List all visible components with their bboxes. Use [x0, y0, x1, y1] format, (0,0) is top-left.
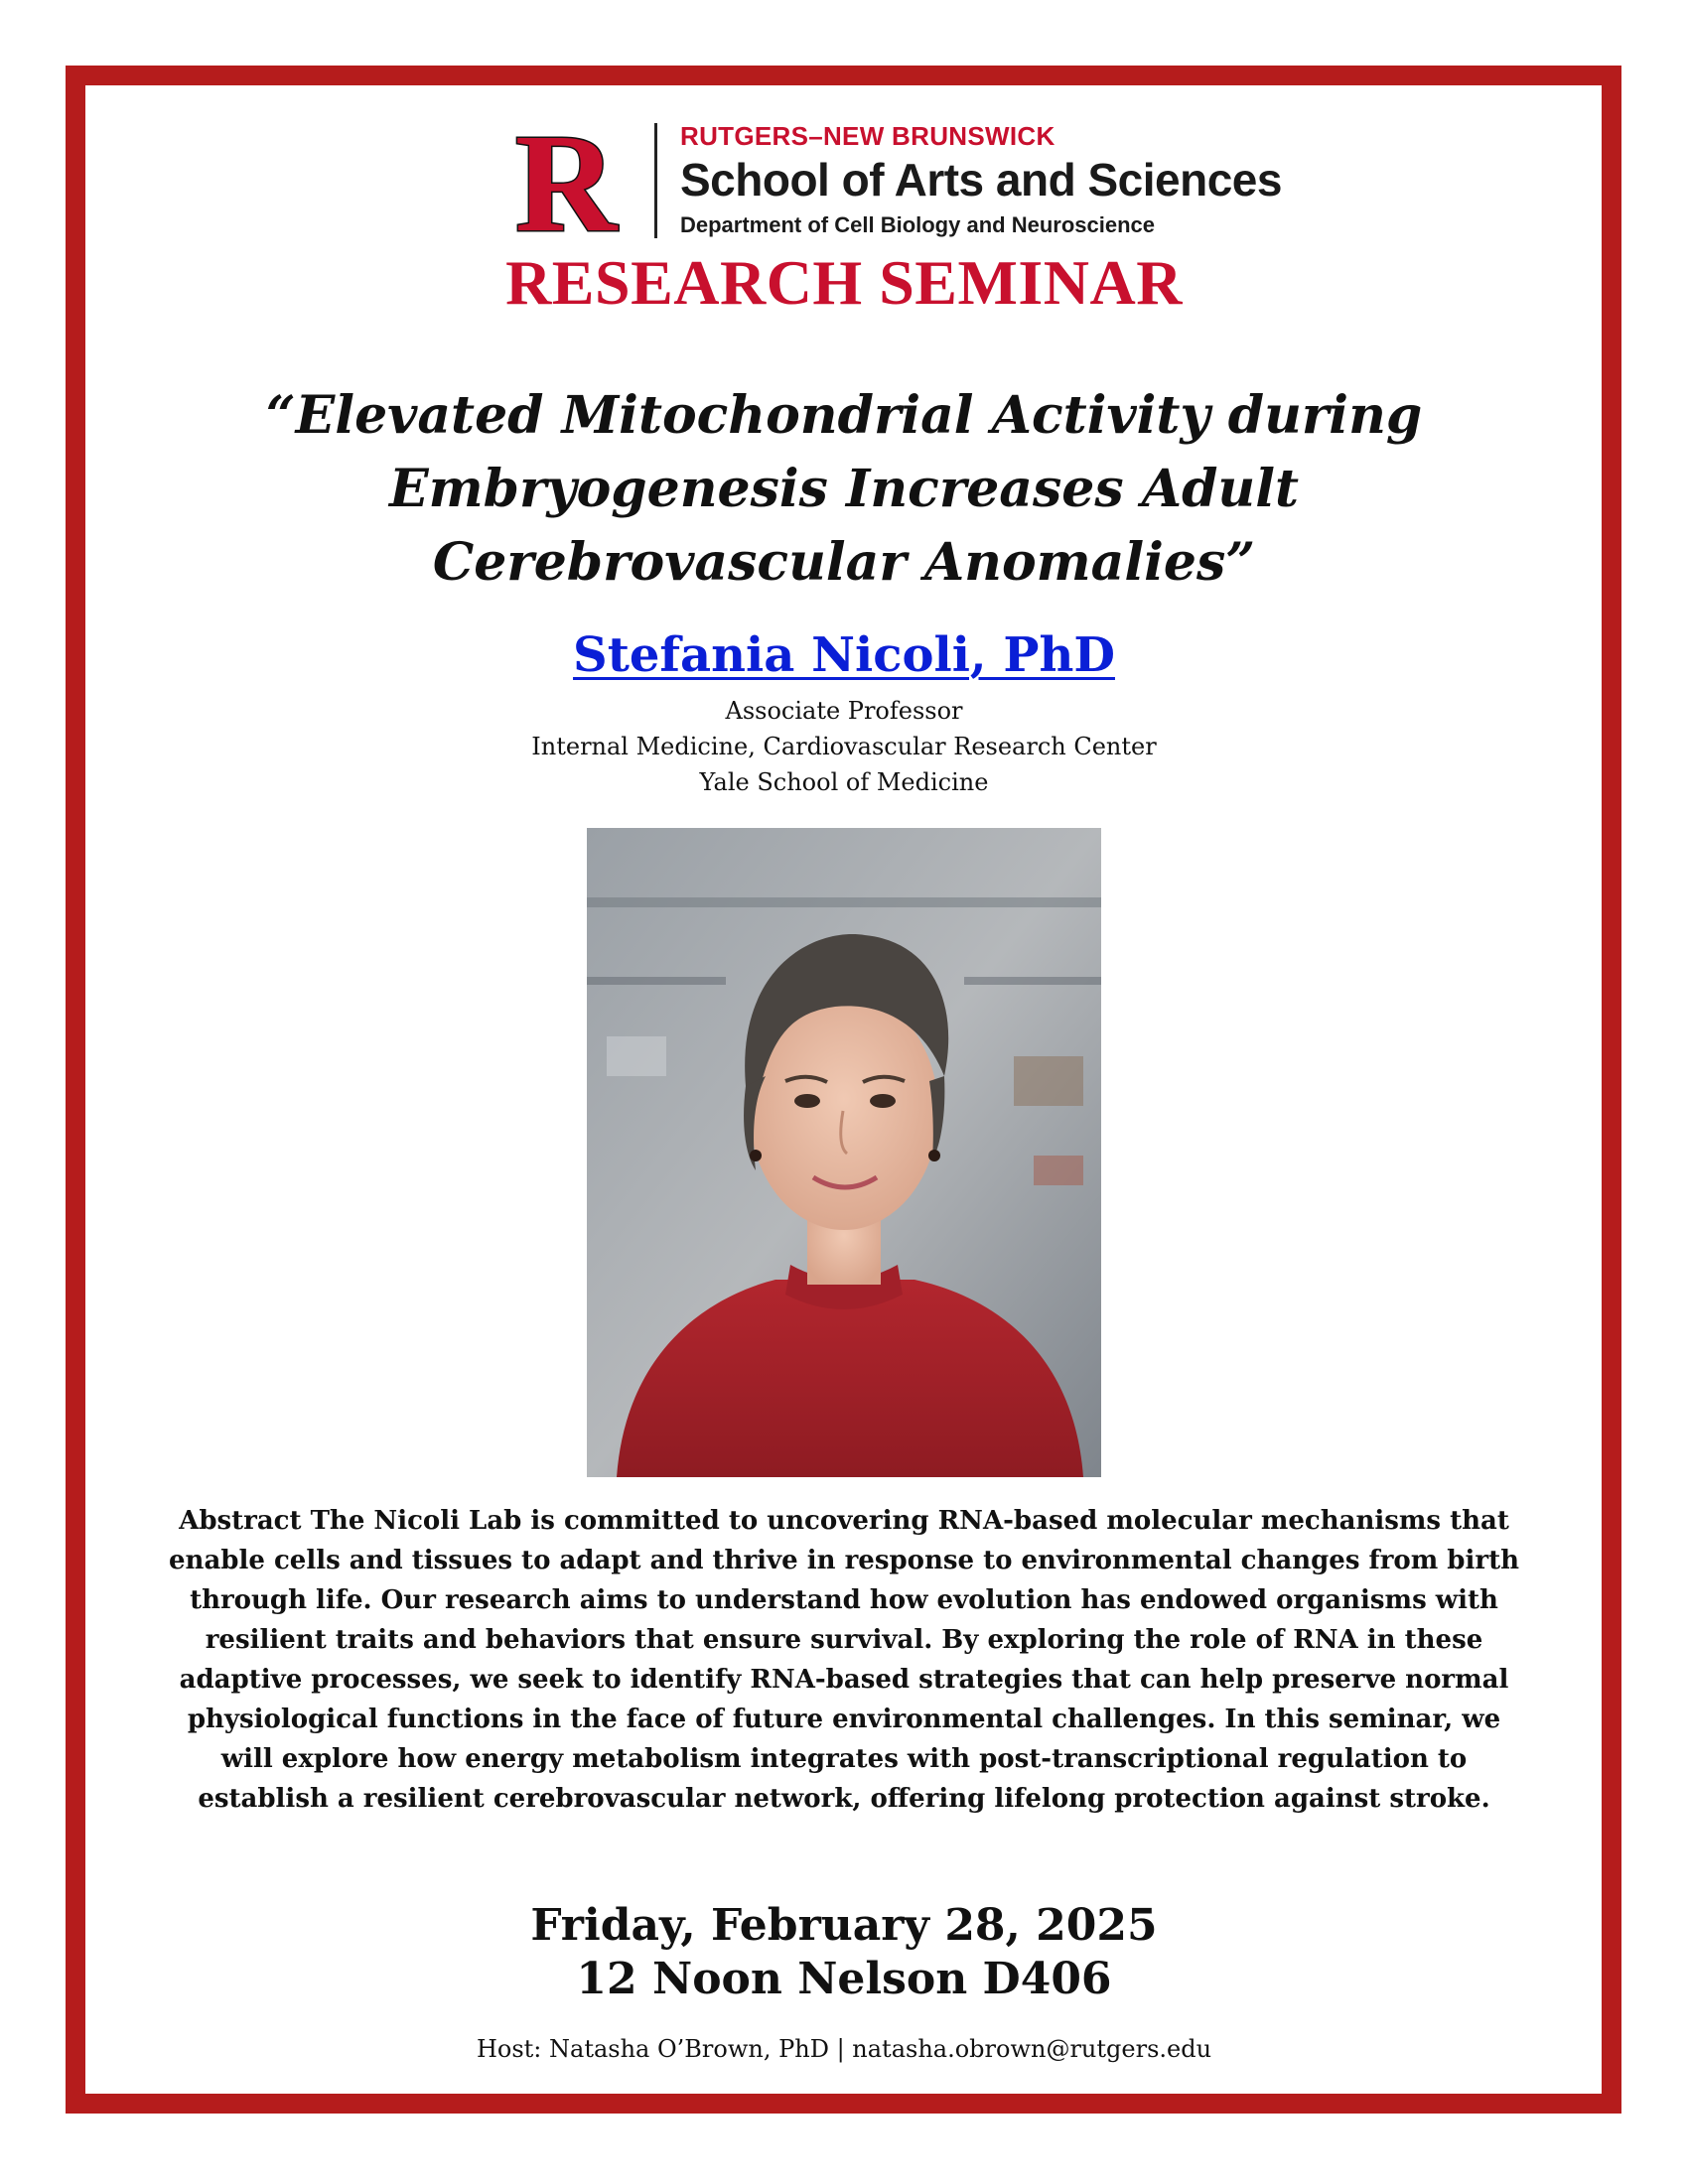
- school-name: School of Arts and Sciences: [680, 154, 1282, 205]
- speaker-department: Internal Medicine, Cardiovascular Research Center: [531, 733, 1157, 760]
- speaker-position: Associate Professor: [725, 697, 963, 725]
- speaker-name-link[interactable]: Stefania Nicoli, PhD: [573, 627, 1115, 683]
- talk-title: [149, 379, 1539, 600]
- svg-text:R: R: [514, 123, 618, 240]
- seminar-heading: RESEARCH SEMINAR: [505, 247, 1183, 318]
- header-divider: [654, 123, 657, 238]
- talk-title-line: Embryogenesis Increases Adult: [388, 459, 1300, 519]
- university-name: RUTGERS–NEW BRUNSWICK: [680, 121, 1055, 151]
- speaker-photo: [587, 828, 1101, 1477]
- rutgers-r-logo: [501, 123, 631, 240]
- rutgers-header: [501, 121, 1282, 240]
- event-date: Friday, February 28, 2025: [530, 1900, 1158, 1951]
- talk-title-line: Cerebrovascular Anomalies”: [432, 532, 1256, 593]
- speaker-institution: Yale School of Medicine: [699, 768, 989, 796]
- department-name: Department of Cell Biology and Neuroscience: [680, 212, 1155, 237]
- event-time-location: 12 Noon Nelson D406: [576, 1954, 1112, 2004]
- abstract-text: Abstract The Nicoli Lab is committed to uncovering RNA-based molecular mechanisms that enable cells and tissues to adapt and thrive in response to environmental changes from birth through life. Our research aims to understand how evolution has endowed organisms with resilient traits and behaviors that ensure survival. By exploring the role of RNA in these adaptive processes, we seek to identify RNA-based strategies that can help preserve normal physiological functions in the face of future environmental challenges. In this seminar, we will explore how energy metabolism integrates with post-transcriptional regulation to establish a resilient cerebrovascular network, offering lifelong protection against stroke.: [169, 1506, 1519, 1814]
- talk-title-line: “Elevated Mitochondrial Activity during: [265, 385, 1423, 446]
- host-info: Host: Natasha O’Brown, PhD | natasha.obrown@rutgers.edu: [476, 2035, 1212, 2063]
